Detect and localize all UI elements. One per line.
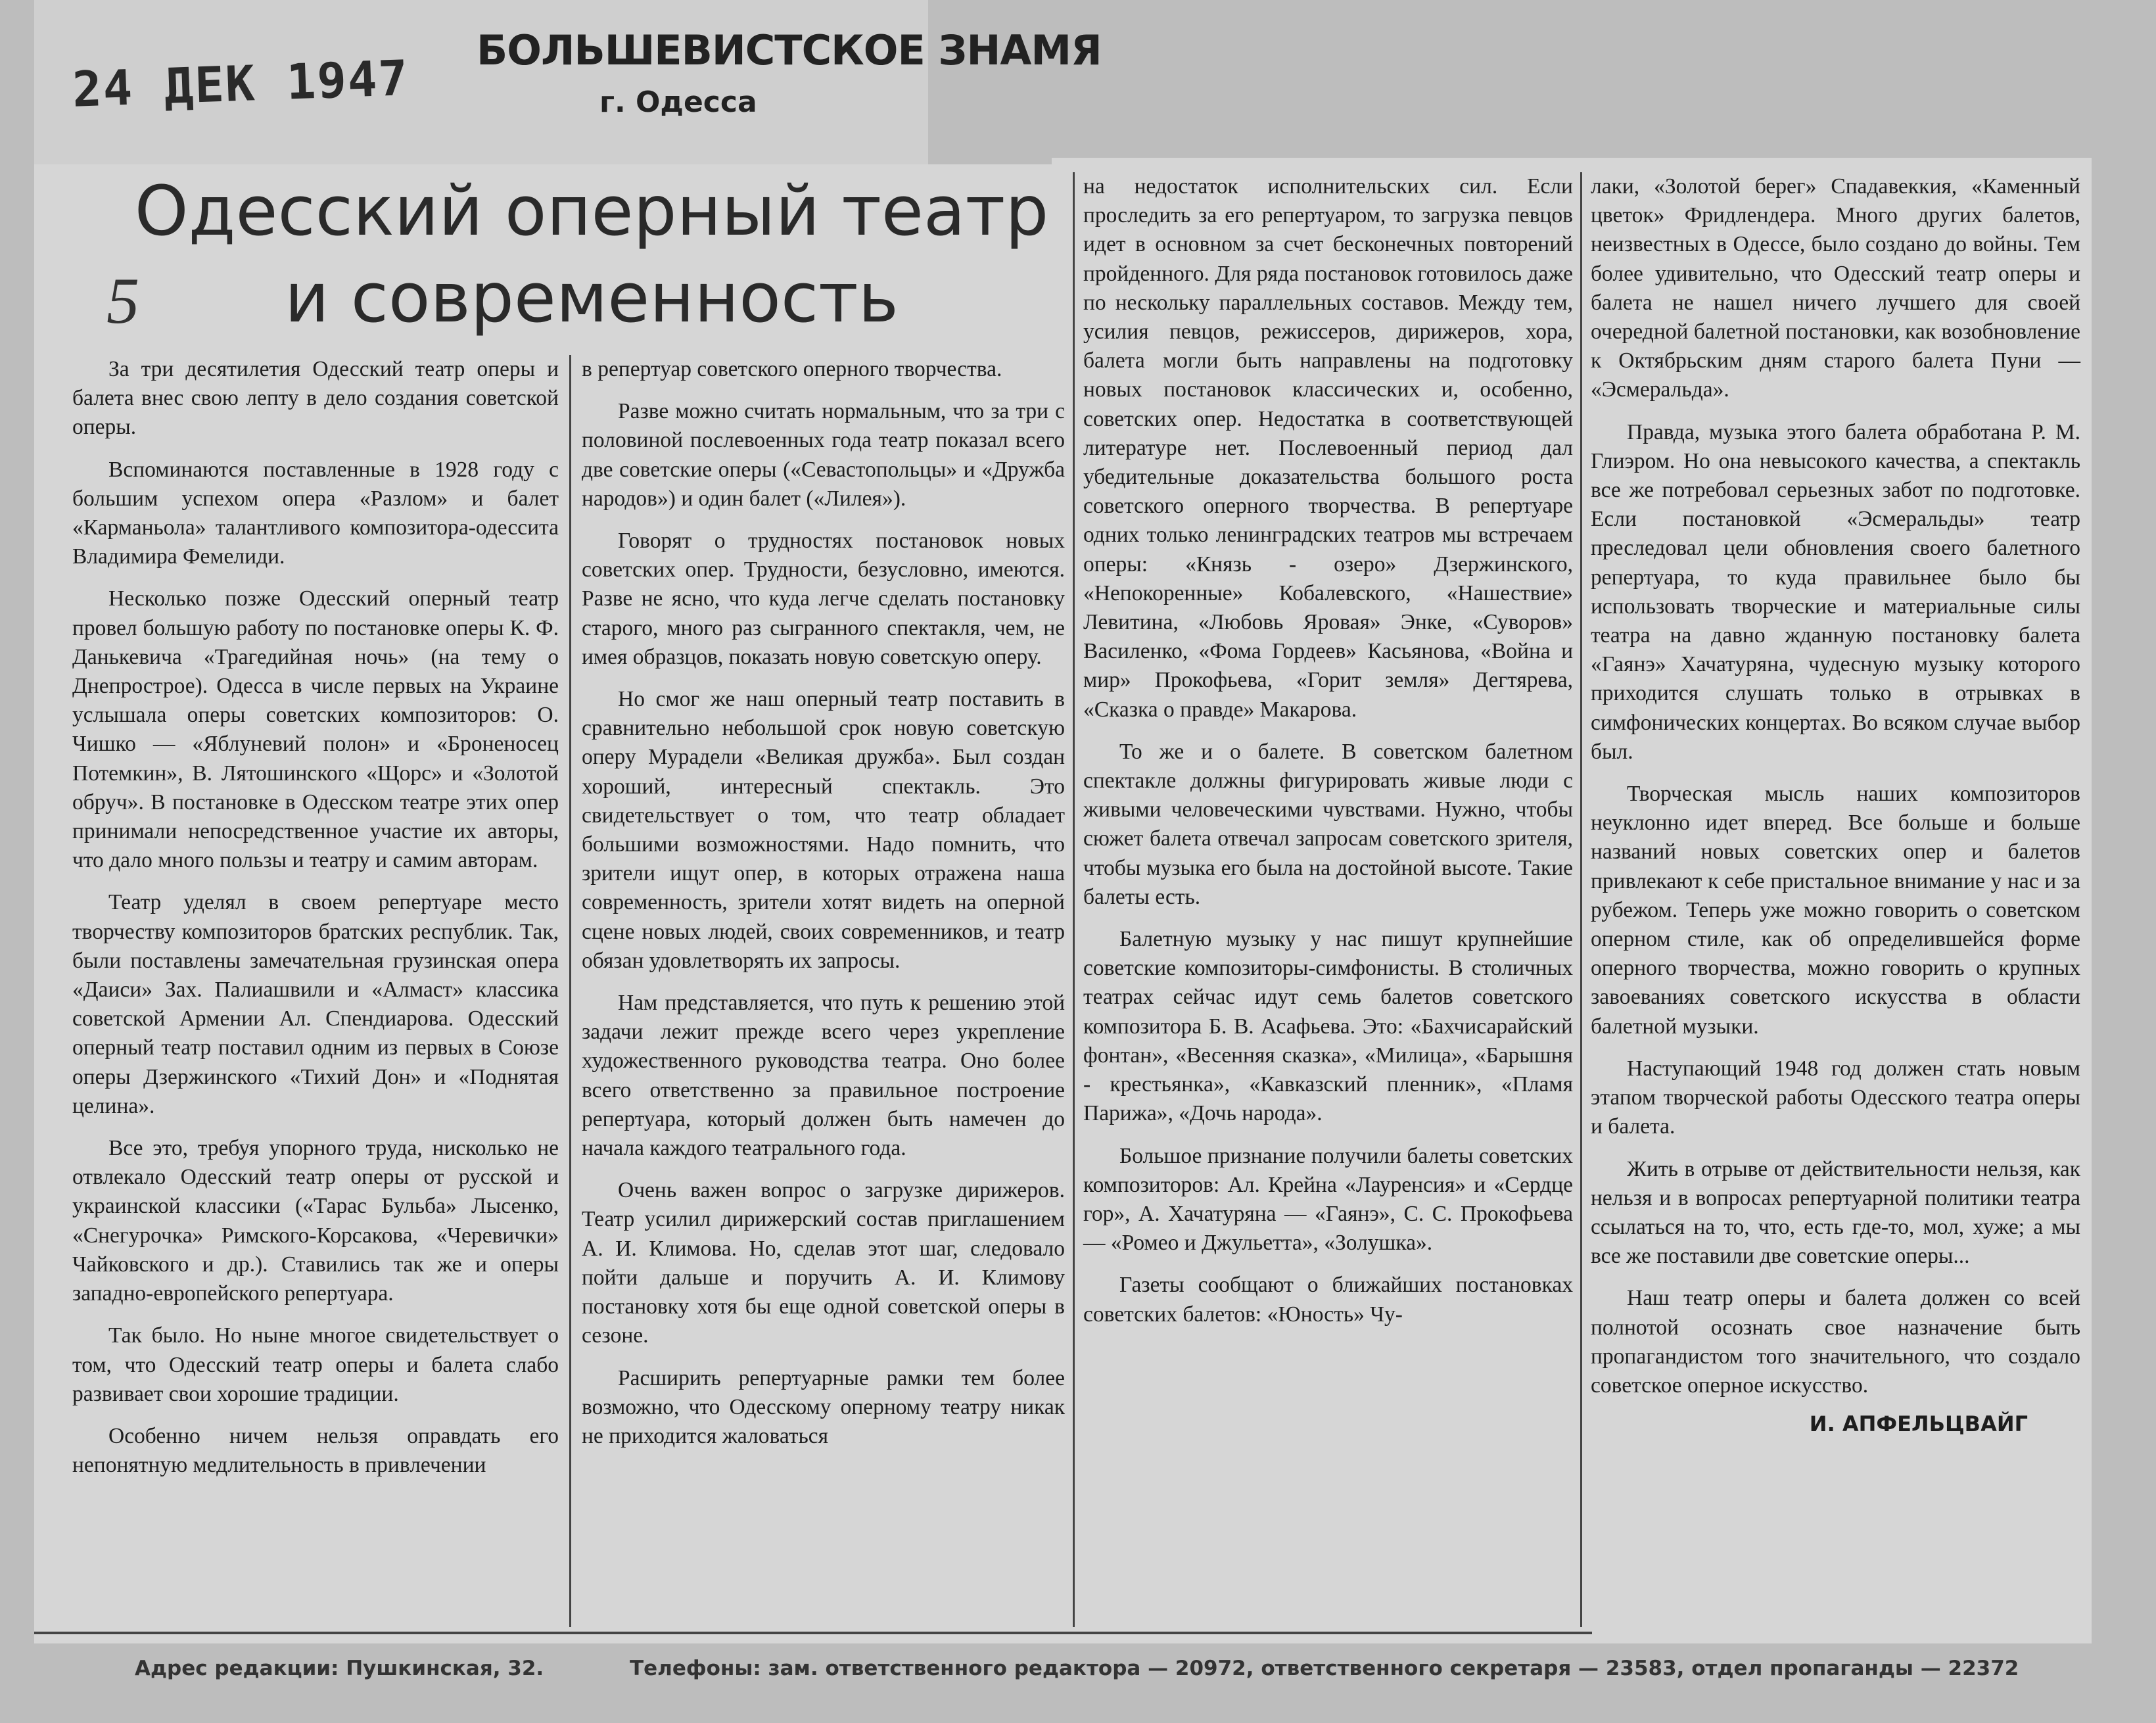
column-divider (1073, 172, 1075, 1627)
paragraph: Говорят о трудностях постановок новых советских опер. Трудности, безусловно, имеются. Разве не ясно, что куда легче сделать постановку старого, много раз сыгранного спектакля, чем, не имея образцов, показать новую советскую оперу. (582, 529, 1065, 669)
paragraph: Жить в отрыве от действительности нельзя, как нельзя и в вопросах репертуарной политики театра ссылаться на то, что, есть где-то, мол, хуже; а мы все же поставили две советские оперы... (1591, 1156, 2080, 1269)
paragraph: Творческая мысль наших композиторов неуклонно идет вперед. Все больше и больше названий новых советских опер и балетов привлекают к себе пристальное внимание у нас и за рубежом. Теперь уже можно говорить о советском оперном стиле, как об определившейся форме оперного творчества, можно говорить о крупных завоеваниях советского искусства в области балетной музыки. (1591, 782, 2080, 1039)
paragraph: Балетную музыку у нас пишут крупнейшие советские композиторы-симфонисты. В столичных театрах сейчас идут семь балетов советского композитора Б. В. Асафьева. Это: «Бахчисарайский фонтан», «Весенняя сказка», «Милица», «Барышня - крестьянка», «Кавказский пленник», «Пламя Парижа», «Дочь народа». (1083, 927, 1573, 1126)
column-divider (1580, 172, 1582, 1627)
paragraph: Газеты сообщают о ближайших постановках советских балетов: «Юность» Чу- (1083, 1273, 1573, 1327)
article-headline (99, 168, 1085, 341)
article-column-4 (1591, 172, 2080, 1438)
column-divider (569, 355, 571, 1627)
headline-line-2: и современность (285, 258, 899, 338)
paragraph: Так было. Но ныне многое свидетельствует о том, что Одесский театр оперы и балета слабо развивает свои хорошие традиции. (72, 1323, 559, 1406)
author-signature: И. АПФЕЛЬЦВАЙГ (1809, 1411, 2028, 1437)
paragraph: Расширить репертуарные рамки тем более возможно, что Одесскому оперному театру никак не приходится жаловаться (582, 1365, 1065, 1448)
date-stamp: 24 ДЕК 1947 (71, 50, 410, 118)
editorial-phones: Телефоны: зам. ответственного редактора — 20972, ответственного секретаря — 23583, отдел пропаганды — 22372 (630, 1657, 2019, 1680)
paragraph: Очень важен вопрос о загрузке дирижеров. Театр усилил дирижерский состав приглашением А. И. Климова. Но, сделав этот шаг, следовало пойти дальше и поручить А. И. Климову постановку хотя бы еще одной советской оперы в сезоне. (582, 1178, 1065, 1348)
article-column-2 (582, 355, 1065, 1451)
newspaper-name-stamp: БОЛЬШЕВИСТСКОЕ ЗНАМЯ (477, 26, 1102, 74)
paragraph: За три десятилетия Одесский театр оперы и балета внес свою лепту в дело создания советской оперы. (72, 357, 559, 440)
paragraph: Несколько позже Одесский оперный театр провел большую работу по постановке оперы К. Ф. Данькевича «Трагедийная ночь» (на тему о Днепрострое). Одесса в числе первых на Украине услышала оперы советских композиторов: О. Чишко — «Яблуневий полон» и «Броненосец Потемкин», В. Лятошинского «Щорс» и «Золотой обруч». В постановке в Одесском театре этих опер принимали непосредственное участие их авторы, что дало много пользы и театру и самим авторам. (72, 586, 559, 873)
city-stamp: г. Одесса (599, 85, 757, 119)
paragraph: Особенно ничем нельзя оправдать его непонятную медлительность в привлечении (72, 1423, 559, 1478)
clipping-edge (1052, 158, 2092, 171)
paragraph: Нам представляется, что путь к решению этой задачи лежит прежде всего через укрепление художественного руководства театра. Оно более всего ответственно за правильное построение репертуара, который должен быть намечен до начала каждого театрального года. (582, 991, 1065, 1161)
paragraph: То же и о балете. В советском балетном спектакле должны фигурировать живые люди с живыми человеческими чувствами. Нужно, чтобы сюжет балета отвечал запросам советского зрителя, чтобы музыка его была на достойной высоте. Такие балеты есть. (1083, 739, 1573, 909)
paragraph: Но смог же наш оперный театр поставить в сравнительно небольшой срок новую советскую оперу Мурадели «Великая дружба». Был создан хороший, интересный спектакль. Это свидетельствует о том, что театр обладает большими возможностями. Надо помнить, что зрители ищут опер, в которых отражена наша современность, зрители хотят видеть на оперной сцене новых людей, своих современников, и театр обязан удовлетворять их запросы. (582, 687, 1065, 973)
paragraph: в репертуар советского оперного творчества. (582, 357, 1002, 381)
handwritten-page-mark: 5 (106, 264, 139, 337)
paragraph: Разве можно считать нормальным, что за три с половиной послевоенных года театр показал всего две советские оперы («Севастопольцы» и «Дружба народов») и один балет («Лилея»). (582, 399, 1065, 511)
headline-line-1: Одесский оперный театр (134, 171, 1049, 251)
paragraph: Вспоминаются поставленные в 1928 году с большим успехом опера «Разлом» и балет «Карманьола» талантливого композитора-одессита Владимира Фемелиди. (72, 457, 559, 569)
paragraph: Все это, требуя упорного труда, нисколько не отвлекало Одесский театр оперы от русской и украинской классики («Тарас Бульба» Лысенко, «Снегурочка» Римского-Корсакова, «Черевички» Чайковского и др.). Ставились так же и оперы западно-европейского репертуара. (72, 1136, 559, 1306)
newspaper-footer (135, 1657, 2041, 1680)
paragraph: Большое признание получили балеты советских композиторов: Ал. Крейна «Лауренсия» и «Сердце гор», А. Хачатуряна — «Гаянэ», С. С. Прокофьева — «Ромео и Джульетта», «Золушка». (1083, 1143, 1573, 1256)
paragraph: Театр уделял в своем репертуаре место творчеству композиторов братских республик. Так, были поставлены замечательная грузинская опера «Даиси» Зах. Палиашвили и «Алмаст» классика советской Армении Ал. Спендиарова. Одесский оперный театр поставил одним из первых в Союзе оперы Дзержинского «Тихий Дон» и «Поднятая целина». (72, 890, 559, 1118)
paragraph: Наш театр оперы и балета должен со всей полнотой осознать свое назначение быть пропагандистом того значительного, что создало советское оперное искусство. (1591, 1286, 2080, 1398)
paragraph: лаки, «Золотой берег» Спадавеккия, «Каменный цветок» Фридлендера. Много других балетов, неизвестных в Одессе, было создано до войны. Тем более удивительно, что Одесский театр оперы и балета не нашел ничего лучшего для своей очередной балетной постановки, как возобновление к Октябрьским дням старого балета Пуни — «Эсмеральда». (1591, 174, 2080, 402)
article-column-3 (1083, 172, 1573, 1329)
footer-rule (34, 1632, 1592, 1634)
paragraph: на недостаток исполнительских сил. Если проследить за его репертуаром, то загрузка певцов идет в основном за счет бесконечных повторений пройденного. Для ряда постановок готовилось даже по нескольку параллельных составов. Между тем, усилия певцов, режиссеров, дирижеров, хора, балета могли быть направлены на подготовку новых постановок классических и, особенно, советских опер. Недостатка в соответствующей литературе нет. Послевоенный период дал убедительные доказательства большого роста советского оперного творчества. В репертуаре одних только ленинградских театров мы встречаем оперы: «Князь - озеро» Дзержинского, «Непокоренные» Кобалевского, «Нашествие» Левитина, «Любовь Яровая» Энке, «Суворов» Василенко, «Фома Гордеев» Касьянова, «Война и мир» Прокофьева, «Горит земля» Дегтярева, «Сказка о правде» Макарова. (1083, 174, 1573, 722)
article-column-1 (72, 355, 559, 1480)
paragraph: Наступающий 1948 год должен стать новым этапом творческой работы Одесского театра оперы и балета. (1591, 1056, 2080, 1139)
paragraph: Правда, музыка этого балета обработана Р. М. Глиэром. Но она невысокого качества, а спектакль все же потребовал серьезных забот по подготовке. Если постановкой «Эсмеральды» театр преследовал цели обновления своего балетного репертуара, то куда правильнее было бы использовать творческие и материальные силы театра на давно жданную постановку балета «Гаянэ» Хачатуряна, чудесную музыку которого приходится слушать только в отрывках в симфонических концертах. Во всяком случае выбор был. (1591, 419, 2080, 764)
editorial-address: Адрес редакции: Пушкинская, 32. (135, 1657, 544, 1680)
